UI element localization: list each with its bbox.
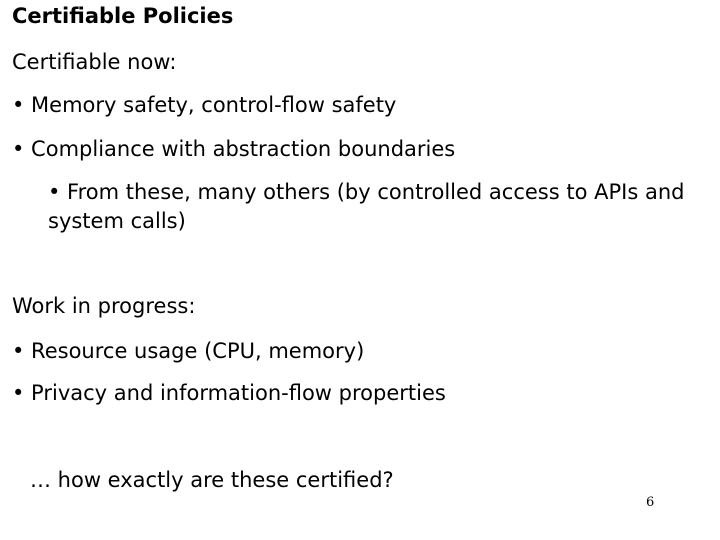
sub-bullet-controlled-access: • From these, many others (by controlled access to APIs and system calls) bbox=[48, 180, 685, 233]
bullet-privacy: • Privacy and information-flow properties bbox=[12, 381, 446, 405]
bullet-abstraction-boundaries: • Compliance with abstraction boundaries bbox=[12, 137, 456, 161]
work-in-progress-heading: Work in progress: bbox=[12, 294, 196, 318]
bullet-memory-safety: • Memory safety, control-flow safety bbox=[12, 93, 397, 117]
bullet-resource-usage: • Resource usage (CPU, memory) bbox=[12, 339, 365, 363]
certifiable-now-heading: Certifiable now: bbox=[12, 50, 177, 74]
page-number: 6 bbox=[646, 495, 655, 510]
slide-title: Certifiable Policies bbox=[12, 4, 234, 28]
closing-question: … how exactly are these certified? bbox=[30, 468, 394, 492]
